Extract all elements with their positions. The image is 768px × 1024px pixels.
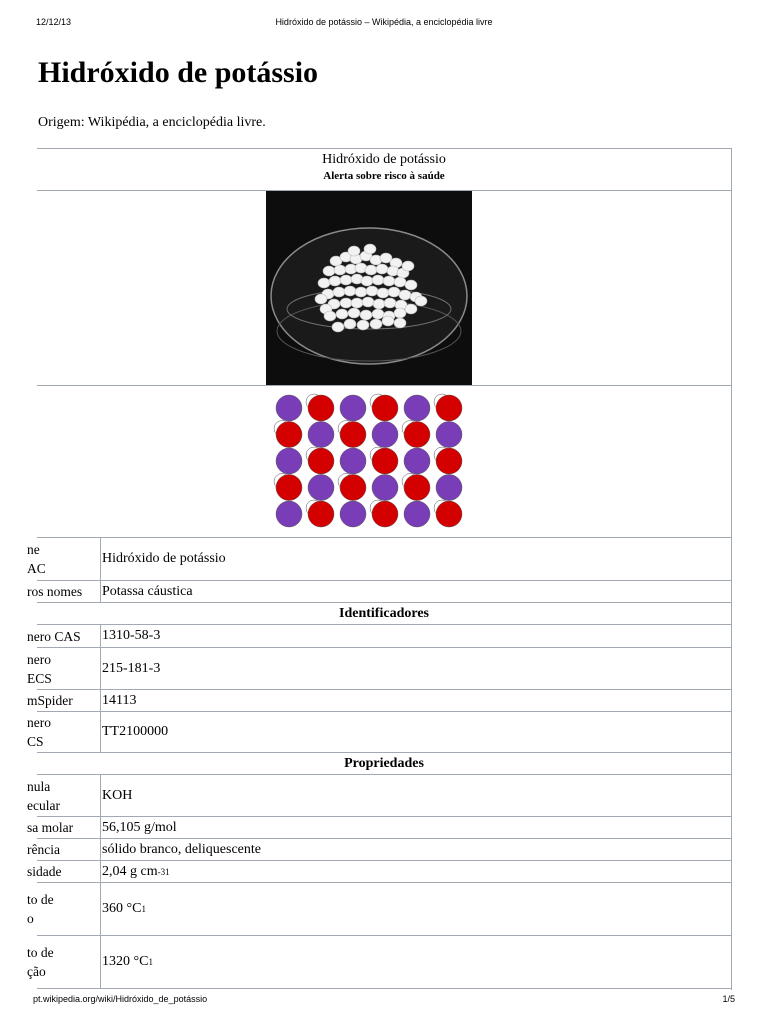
article-title: Hidróxido de potássio bbox=[38, 56, 319, 89]
pellet bbox=[344, 286, 356, 296]
pellet bbox=[318, 278, 330, 288]
pellet bbox=[384, 298, 396, 308]
atom-sphere bbox=[340, 475, 366, 501]
pellet bbox=[340, 275, 352, 285]
pellet bbox=[362, 297, 374, 307]
atom-sphere bbox=[340, 501, 366, 527]
row-value-text: 2,04 g cm bbox=[102, 863, 158, 879]
atom-sphere bbox=[436, 395, 462, 421]
pellet bbox=[348, 308, 360, 318]
row-value-text: sólido branco, deliquescente bbox=[102, 841, 262, 857]
pellet bbox=[376, 264, 388, 274]
pellet bbox=[348, 246, 360, 256]
atom-sphere bbox=[404, 395, 430, 421]
pellet bbox=[336, 309, 348, 319]
row-value: 2,04 g cm -31 bbox=[102, 863, 170, 879]
row-label[interactable]: to de ção bbox=[27, 936, 101, 988]
atom-sphere bbox=[436, 448, 462, 474]
infobox-row bbox=[27, 581, 731, 603]
row-value-text: Potassa cáustica bbox=[102, 583, 193, 599]
pellet bbox=[394, 308, 406, 318]
atom-sphere bbox=[340, 395, 366, 421]
row-value-text: KOH bbox=[102, 787, 133, 803]
atom-sphere bbox=[436, 422, 462, 448]
row-label[interactable]: mSpider bbox=[27, 690, 101, 711]
pellet bbox=[405, 280, 417, 290]
atom-sphere bbox=[436, 501, 462, 527]
atom-sphere bbox=[308, 395, 334, 421]
pellet bbox=[333, 287, 345, 297]
row-label[interactable]: ros nomes bbox=[27, 581, 101, 602]
pellet bbox=[364, 244, 376, 254]
crystal-lattice-image[interactable] bbox=[273, 394, 465, 529]
pellet bbox=[366, 286, 378, 296]
page-url[interactable]: pt.wikipedia.org/wiki/Hidróxido_de_potássio bbox=[33, 994, 208, 1004]
atom-sphere bbox=[372, 448, 398, 474]
row-label[interactable]: nula ecular bbox=[27, 775, 101, 816]
pellet bbox=[388, 287, 400, 297]
atom-sphere bbox=[404, 448, 430, 474]
print-page-title: Hidróxido de potássio – Wikipédia, a enciclopédia livre bbox=[275, 17, 493, 27]
pellet bbox=[355, 287, 367, 297]
pellet bbox=[415, 296, 427, 306]
row-label[interactable]: sidade bbox=[27, 861, 101, 882]
infobox-row bbox=[27, 538, 731, 581]
row-label[interactable]: ne AC bbox=[27, 538, 101, 580]
row-value: 360 °C 1 bbox=[102, 901, 146, 916]
infobox-row bbox=[27, 690, 731, 712]
pellet bbox=[382, 316, 394, 326]
row-label[interactable]: nero CS bbox=[27, 712, 101, 752]
row-value bbox=[102, 581, 731, 602]
atom-sphere bbox=[276, 448, 302, 474]
atom-sphere bbox=[308, 501, 334, 527]
row-value bbox=[102, 712, 731, 752]
pellet bbox=[324, 311, 336, 321]
pellet bbox=[394, 318, 406, 328]
row-value bbox=[102, 648, 731, 689]
pellet bbox=[373, 299, 385, 309]
row-value bbox=[102, 625, 731, 647]
atom-sphere bbox=[276, 395, 302, 421]
pellet bbox=[315, 294, 327, 304]
infobox-header bbox=[37, 149, 731, 191]
print-header bbox=[0, 17, 768, 31]
infobox-row bbox=[27, 625, 731, 648]
row-label[interactable]: sa molar bbox=[27, 817, 101, 838]
section-propriedades: Propriedades bbox=[37, 753, 731, 775]
atom-sphere bbox=[372, 475, 398, 501]
row-label[interactable]: to de o bbox=[27, 883, 101, 935]
atom-sphere bbox=[276, 422, 302, 448]
pellet bbox=[383, 276, 395, 286]
pellet bbox=[394, 277, 406, 287]
row-value-text: 14113 bbox=[102, 692, 137, 708]
pellet bbox=[399, 290, 411, 300]
atom-sphere bbox=[404, 475, 430, 501]
pellet bbox=[340, 298, 352, 308]
infobox-row bbox=[27, 648, 731, 690]
print-date: 12/12/13 bbox=[36, 17, 72, 27]
row-value-text: 215-181-3 bbox=[102, 660, 161, 676]
atom-sphere bbox=[404, 501, 430, 527]
pellet bbox=[402, 261, 414, 271]
row-label[interactable]: nero CAS bbox=[27, 625, 101, 647]
section-identificadores: Identificadores bbox=[37, 603, 731, 625]
row-value bbox=[102, 690, 731, 711]
row-label[interactable]: nero ECS bbox=[27, 648, 101, 689]
pellet bbox=[377, 288, 389, 298]
atom-sphere bbox=[372, 422, 398, 448]
page-number: 1/5 bbox=[722, 994, 735, 1004]
pellet bbox=[372, 309, 384, 319]
infobox-title: Hidróxido de potássio bbox=[322, 152, 446, 167]
atom-sphere bbox=[276, 475, 302, 501]
pellet bbox=[329, 276, 341, 286]
row-value bbox=[102, 839, 731, 860]
row-value-text: 360 °C bbox=[102, 901, 142, 916]
pellet bbox=[323, 266, 335, 276]
infobox-row bbox=[27, 861, 731, 883]
atom-sphere bbox=[308, 475, 334, 501]
infobox-structure-row bbox=[37, 386, 731, 538]
infobox-row bbox=[27, 712, 731, 753]
infobox-photo-row bbox=[37, 191, 731, 386]
row-value-text: TT2100000 bbox=[102, 724, 169, 739]
atom-sphere bbox=[308, 448, 334, 474]
pellet bbox=[360, 310, 372, 320]
koh-pellets-photo[interactable] bbox=[266, 191, 472, 385]
infobox-row bbox=[27, 817, 731, 839]
article-origin: Origem: Wikipédia, a enciclopédia livre. bbox=[38, 115, 266, 130]
row-value: 1320 °C 1 bbox=[102, 954, 153, 969]
atom-sphere bbox=[276, 501, 302, 527]
pellet bbox=[365, 265, 377, 275]
pellet bbox=[372, 275, 384, 285]
pellet bbox=[332, 322, 344, 332]
atom-sphere bbox=[308, 422, 334, 448]
infobox-row bbox=[27, 839, 731, 861]
row-value bbox=[102, 817, 731, 838]
atom-sphere bbox=[404, 422, 430, 448]
pellet bbox=[405, 304, 417, 314]
row-value-text: Hidróxido de potássio bbox=[102, 551, 226, 566]
infobox-row bbox=[27, 936, 731, 989]
row-value bbox=[102, 538, 731, 580]
infobox bbox=[27, 148, 732, 990]
pellet bbox=[370, 319, 382, 329]
print-footer bbox=[0, 994, 768, 1008]
infobox-row bbox=[27, 883, 731, 936]
atom-sphere bbox=[340, 448, 366, 474]
row-label[interactable]: rência bbox=[27, 839, 101, 860]
infobox-row bbox=[27, 775, 731, 817]
atom-sphere bbox=[436, 475, 462, 501]
atom-sphere bbox=[372, 501, 398, 527]
row-value bbox=[102, 775, 731, 816]
atom-sphere bbox=[372, 395, 398, 421]
row-value-text: 56,105 g/mol bbox=[102, 819, 177, 835]
row-value-text: 1320 °C bbox=[102, 954, 149, 969]
atom-sphere bbox=[340, 422, 366, 448]
pellet bbox=[344, 319, 356, 329]
infobox-subtitle[interactable]: Alerta sobre risco à saúde bbox=[323, 170, 445, 182]
pellet bbox=[361, 276, 373, 286]
pellet bbox=[357, 320, 369, 330]
pellet bbox=[351, 298, 363, 308]
pellet bbox=[334, 265, 346, 275]
row-value-text: 1310-58-3 bbox=[102, 628, 161, 643]
